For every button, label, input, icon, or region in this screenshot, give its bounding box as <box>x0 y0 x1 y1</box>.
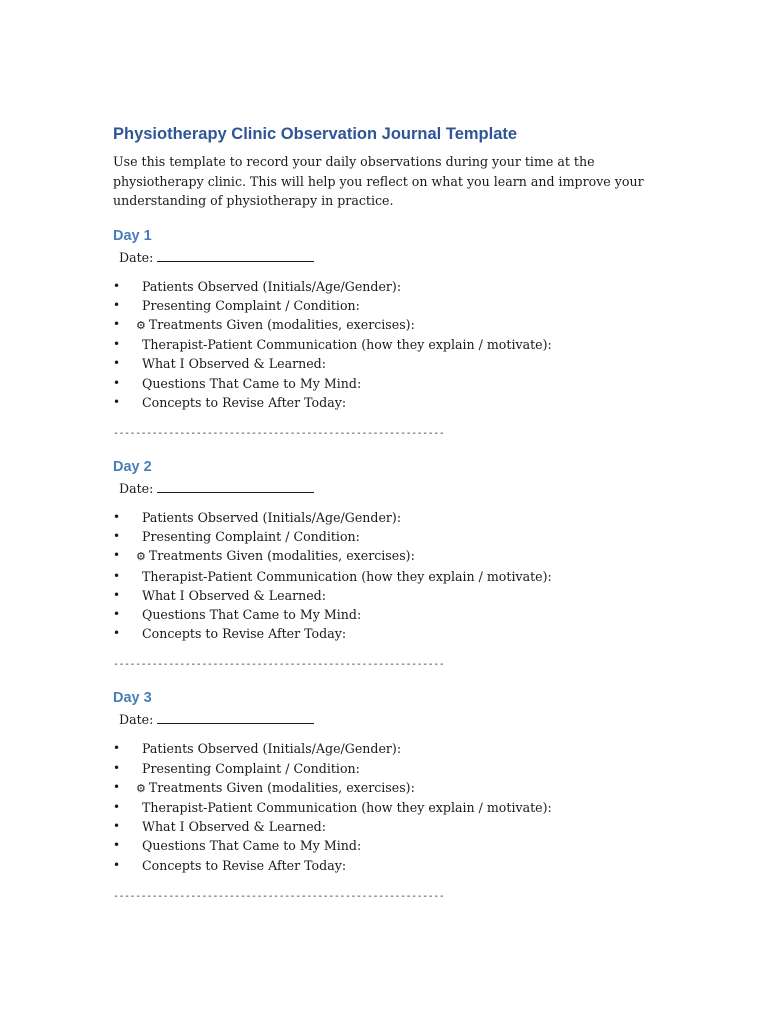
date-line <box>119 709 653 731</box>
bullet-icon: • <box>113 626 121 641</box>
bullet-icon: • <box>113 779 121 794</box>
bullet-icon: • <box>113 741 121 756</box>
bullet-icon: • <box>113 337 121 352</box>
bullet-icon: • <box>113 799 121 814</box>
list-item: • Concepts to Revise After Today: <box>113 856 653 875</box>
gear-icon: ⚙ <box>136 781 146 795</box>
gear-icon: ⚙ <box>136 318 146 332</box>
day-heading: Day 2 <box>113 458 152 475</box>
bullet-icon: • <box>113 606 121 621</box>
bullet-icon: • <box>113 529 121 544</box>
list-item: • Presenting Complaint / Condition: <box>113 759 653 778</box>
bullet-icon: • <box>113 548 121 563</box>
observation-list <box>113 739 653 874</box>
bullet-icon: • <box>113 356 121 371</box>
bullet-icon: • <box>113 509 121 524</box>
list-item: • Therapist-Patient Communication (how they explain / motivate): <box>113 335 653 354</box>
document-page <box>113 122 653 905</box>
bullet-icon: • <box>113 819 121 834</box>
observation-list <box>113 508 653 643</box>
list-item: • ⚙ Treatments Given (modalities, exercises): <box>113 315 653 335</box>
day-heading: Day 3 <box>113 690 152 707</box>
observation-list <box>113 277 653 412</box>
list-item: • Therapist-Patient Communication (how they explain / motivate): <box>113 567 653 586</box>
date-label: Date: <box>119 712 154 728</box>
intro-paragraph: Use this template to record your daily observations during your time at the physiotherapy clinic. This will help you reflect on what you learn and improve your understanding of physiotherapy in practice. <box>113 154 644 208</box>
bullet-icon: • <box>113 857 121 872</box>
list-item: • What I Observed & Learned: <box>113 817 653 836</box>
list-item: • Presenting Complaint / Condition: <box>113 527 653 546</box>
bullet-icon: • <box>113 568 121 583</box>
date-blank-line <box>157 480 314 493</box>
list-item: • Concepts to Revise After Today: <box>113 393 653 412</box>
bullet-icon: • <box>113 375 121 390</box>
list-item: • Therapist-Patient Communication (how they explain / motivate): <box>113 798 653 817</box>
list-item: • Concepts to Revise After Today: <box>113 624 653 643</box>
list-item: • Presenting Complaint / Condition: <box>113 296 653 315</box>
section-divider: ------------------------------------------------------------ <box>113 890 445 902</box>
list-item: • Questions That Came to My Mind: <box>113 836 653 855</box>
list-item: • What I Observed & Learned: <box>113 586 653 605</box>
date-blank-line <box>157 249 314 262</box>
list-item: • Questions That Came to My Mind: <box>113 374 653 393</box>
list-item: • ⚙ Treatments Given (modalities, exercises): <box>113 546 653 566</box>
list-item: • Questions That Came to My Mind: <box>113 605 653 624</box>
section-divider: ------------------------------------------------------------ <box>113 659 445 671</box>
day-section-2 <box>113 456 653 673</box>
section-divider: ------------------------------------------------------------ <box>113 427 445 439</box>
date-label: Date: <box>119 480 154 496</box>
date-label: Date: <box>119 249 154 265</box>
date-blank-line <box>157 711 314 724</box>
bullet-icon: • <box>113 394 121 409</box>
list-item: • Patients Observed (Initials/Age/Gender): <box>113 277 653 296</box>
date-line <box>119 247 653 269</box>
list-item: • What I Observed & Learned: <box>113 354 653 373</box>
bullet-icon: • <box>113 316 121 331</box>
date-line <box>119 478 653 500</box>
gear-icon: ⚙ <box>136 550 146 564</box>
day-section-1 <box>113 225 653 442</box>
day-section-3 <box>113 687 653 904</box>
list-item: • Patients Observed (Initials/Age/Gender): <box>113 739 653 758</box>
page-title: Physiotherapy Clinic Observation Journal Template <box>113 125 518 143</box>
bullet-icon: • <box>113 587 121 602</box>
bullet-icon: • <box>113 760 121 775</box>
bullet-icon: • <box>113 278 121 293</box>
list-item: • Patients Observed (Initials/Age/Gender): <box>113 508 653 527</box>
list-item: • ⚙ Treatments Given (modalities, exercises): <box>113 778 653 798</box>
bullet-icon: • <box>113 838 121 853</box>
day-heading: Day 1 <box>113 227 152 244</box>
bullet-icon: • <box>113 297 121 312</box>
